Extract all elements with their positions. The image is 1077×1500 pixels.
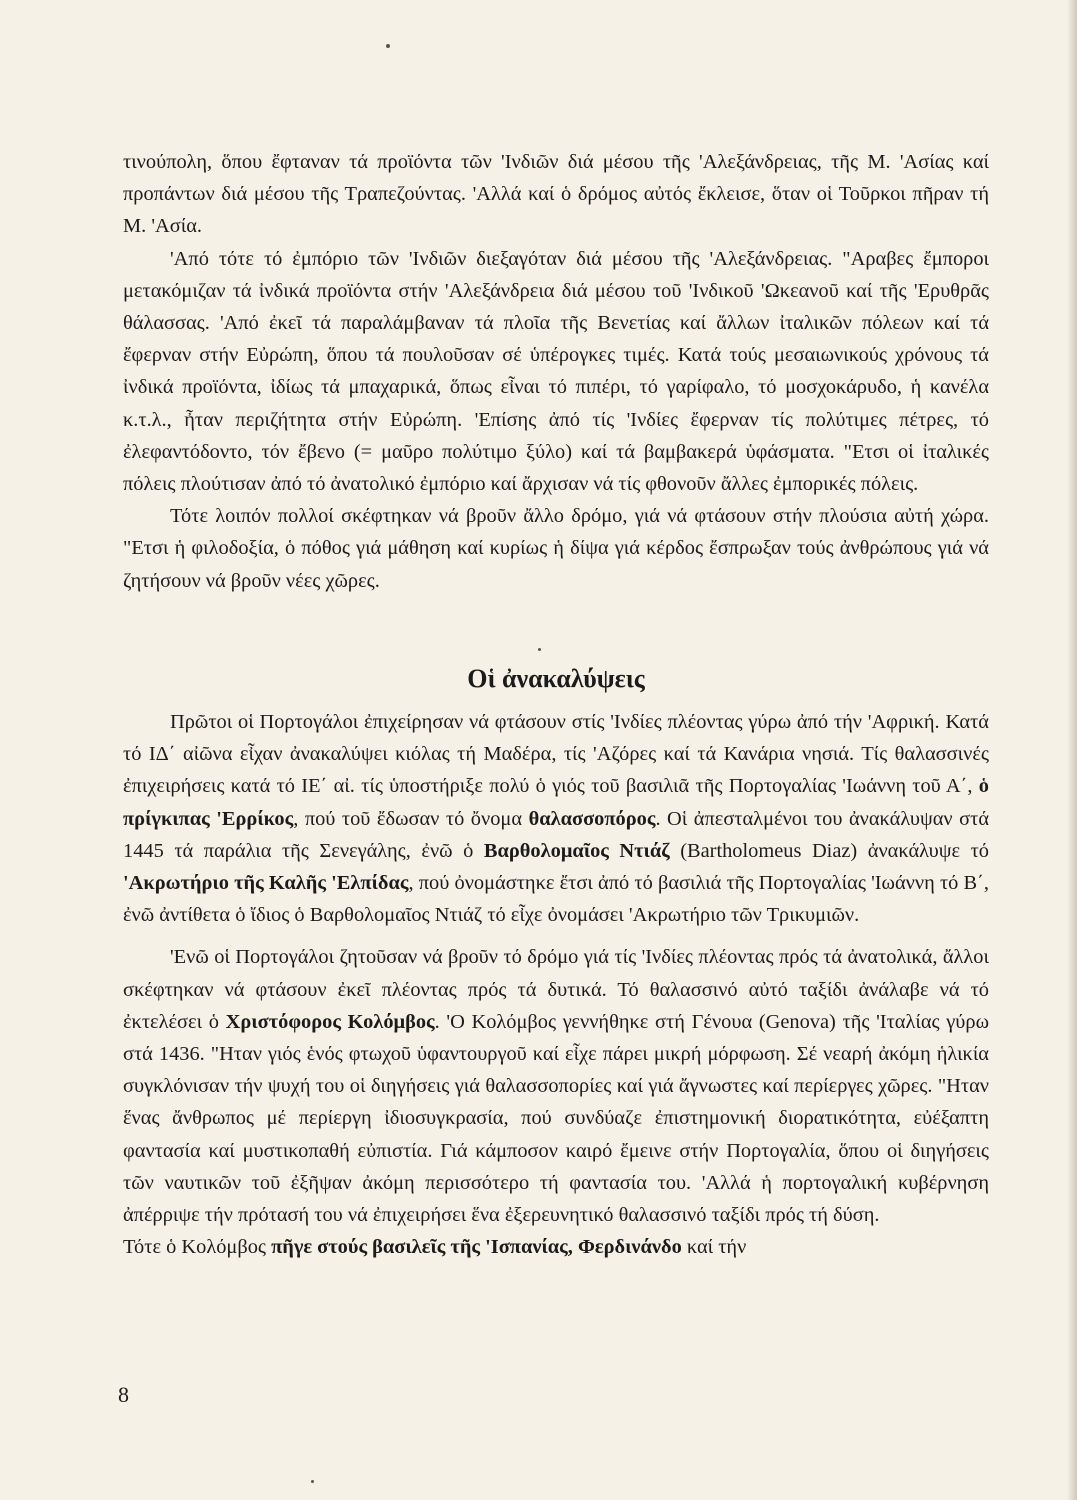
text-run: καί τήν bbox=[681, 1236, 747, 1259]
bold-prince-henry: ὁ πρίγκιπας 'Ερρίκος bbox=[123, 775, 989, 830]
page-edge-shadow bbox=[1067, 0, 1077, 1500]
paragraph-new-route: Τότε λοιπόν πολλοί σκέφτηκαν νά βροῦν ἄλλο δρόμο, γιά νά φτάσουν στήν πλούσια αὐτή χώρα. "Ετσι ἡ φιλοδοξία, ὁ πόθος γιά μάθηση καί κυρίως ἡ δίψα γιά κέρδος ἔσπρωξαν τούς ἀνθρώπους γιά νά ζητήσουν νά βροῦν νέες χῶρες. bbox=[123, 505, 989, 592]
paragraph-spain bbox=[123, 1231, 989, 1263]
print-speck bbox=[538, 648, 541, 651]
paragraph-portuguese bbox=[123, 706, 989, 931]
bold-navigator: θαλασσοπόρος bbox=[528, 807, 656, 830]
print-speck bbox=[386, 44, 390, 48]
text-run: , πού ὀνομάστηκε ἔτσι ἀπό τό βασιλιά τῆς Πορτογαλίας 'Ιωάννη τό Β΄, ἐνῶ ἀντίθετα ὁ ἴδιος ὁ Βαρθολομαῖος Ντιάζ τό εἶχε ὀνομάσει 'Ακρωτήριο τῶν Τρικυμιῶν. bbox=[123, 872, 990, 927]
top-section-text bbox=[123, 146, 989, 597]
text-run: . Οἱ ἀπεσταλμένοι του ἀνακάλυψαν στά 1445 τά παράλια τῆς Σενεγάλης, ἐνῶ ὁ bbox=[123, 807, 990, 862]
discoveries-section-text bbox=[123, 706, 989, 1263]
page-number: 8 bbox=[118, 1382, 129, 1407]
section-heading: Οἱ ἀνακαλύψεις bbox=[467, 664, 645, 693]
paragraph-columbus bbox=[123, 941, 989, 1231]
text-run: Πρῶτοι οἱ Πορτογάλοι ἐπιχείρησαν νά φτάσουν στίς 'Ινδίες πλέοντας γύρω ἀπό τήν 'Αφρική. Κατά τό ΙΔ΄ αἰῶνα εἶχαν ἀνακαλύψει κιόλας τή Μαδέρα, τίς 'Αζόρες καί τά Κανάρια νησιά. Τίς θαλασσινές ἐπιχειρήσεις κατά τό ΙΕ΄ αἰ. τίς ὑποστήριξε πολύ ὁ γιός τοῦ βασιλιᾶ τῆς Πορτογαλίας 'Ιωάννη τοῦ Α΄, bbox=[123, 711, 989, 798]
print-speck bbox=[311, 1480, 314, 1483]
paragraph-continuation: τινούπολη, ὅπου ἔφταναν τά προϊόντα τῶν 'Ινδιῶν διά μέσου τῆς 'Αλεξάνδρειας, τῆς Μ. 'Ασίας καί προπάντων διά μέσου τῆς Τραπεζούντας. 'Αλλά καί ὁ δρόμος αὐτός ἔκλεισε, ὅταν οἱ Τοῦρκοι πῆραν τή Μ. 'Ασία. bbox=[123, 151, 989, 238]
text-run: 'Ενῶ οἱ Πορτογάλοι ζητοῦσαν νά βροῦν τό δρόμο γιά τίς 'Ινδίες πλέοντας πρός τά ἀνατολικά, ἄλλοι σκέφτηκαν νά φτάσουν ἐκεῖ πλέοντας πρός τά δυτικά. Τό θαλασσινό αὐτό ταξίδι ἀνάλαβε νά τό ἐκτελέσει ὁ bbox=[123, 946, 989, 1033]
bold-diaz: Βαρθολομαῖος Ντιάζ bbox=[483, 839, 670, 862]
bold-kings-of-spain: πῆγε στούς βασιλεῖς τῆς 'Ισπανίας, Φερδινάνδο bbox=[271, 1236, 682, 1259]
text-run: , πού τοῦ ἔδωσαν τό ὄνομα bbox=[293, 807, 529, 830]
text-run: (Bartholomeus Diaz) ἀνακάλυψε τό bbox=[669, 839, 989, 862]
text-run: Τότε ὁ Κολόμβος bbox=[123, 1236, 272, 1259]
paragraph-trade-via-alexandria: 'Από τότε τό ἐμπόριο τῶν 'Ινδιῶν διεξαγόταν διά μέσου τῆς 'Αλεξάνδρειας. "Αραβες ἔμποροι μετακόμιζαν τά ἰνδικά προϊόντα στήν 'Αλεξάνδρεια διά μέσου τοῦ 'Ινδικοῦ 'Ωκεανοῦ καί τῆς 'Ερυθρᾶς θάλασσας. 'Από ἐκεῖ τά παραλάμβαναν τά πλοῖα τῆς Βενετίας καί ἄλλων ἰταλικῶν πόλεων καί τά ἔφερναν στήν Εὐρώπη, ὅπου τά πουλοῦσαν σέ ὑπέρογκες τιμές. Κατά τούς μεσαιωνικούς χρόνους τά ἰνδικά προϊόντα, ἰδίως τά μπαχαρικά, ὅπως εἶναι τό πιπέρι, τό γαρίφαλο, τό μοσχοκάρυδο, ἡ κανέλα κ.τ.λ., ἦταν περιζήτητα στήν Εὐρώπη. 'Επίσης ἀπό τίς 'Ινδίες ἔφερναν τίς πολύτιμες πέτρες, τό ἐλεφαντόδοντο, τόν ἔβενο (= μαῦρο πολύτιμο ξύλο) καί τά βαμβακερά ὑφάσματα. "Ετσι οἱ ἰταλικές πόλεις πλούτισαν ἀπό τό ἀνατολικό ἐμπόριο καί ἄρχισαν νά τίς φθονοῦν ἄλλες ἐμπορικές πόλεις. bbox=[123, 247, 989, 496]
bold-cape-good-hope: 'Ακρωτήριο τῆς Καλῆς 'Ελπίδας bbox=[123, 872, 409, 895]
text-run: . 'Ο Κολόμβος γεννήθηκε στή Γένουα (Genova) τῆς 'Ιταλίας γύρω στά 1436. "Ηταν γιός ἑνός φτωχοῦ ὑφαντουργοῦ καί εἶχε πάρει μικρή μόρφωση. Σέ νεαρή ἀκόμη ἡλικία συγκλόνισαν τήν ψυχή του οἱ διηγήσεις γιά θαλασσοπορίες καί γιά ἄγνωστες καί περίεργες χῶρες. "Ηταν ἕνας ἄνθρωπος μέ περίεργη ἰδιοσυγκρασία, πού συνδύαζε ἐπιστημονική διορατικότητα, εὐέξαπτη φαντασία καί μυστικοπαθή εὐπιστία. Γιά κάμποσον καιρό ἔμεινε στήν Πορτογαλία, ὅπου οἱ διηγήσεις τῶν ναυτικῶν τοῦ ἐξῆψαν ἀκόμη περισσότερο τή φαντασία του. 'Αλλά ἡ πορτογαλική κυβέρνηση ἀπέρριψε τήν πρότασή του νά ἐπιχειρήσει ἕνα ἐξερευνητικό θαλασσινό ταξίδι πρός τή δύση. bbox=[123, 1010, 989, 1227]
bold-columbus: Χριστόφορος Κολόμβος bbox=[225, 1010, 435, 1033]
